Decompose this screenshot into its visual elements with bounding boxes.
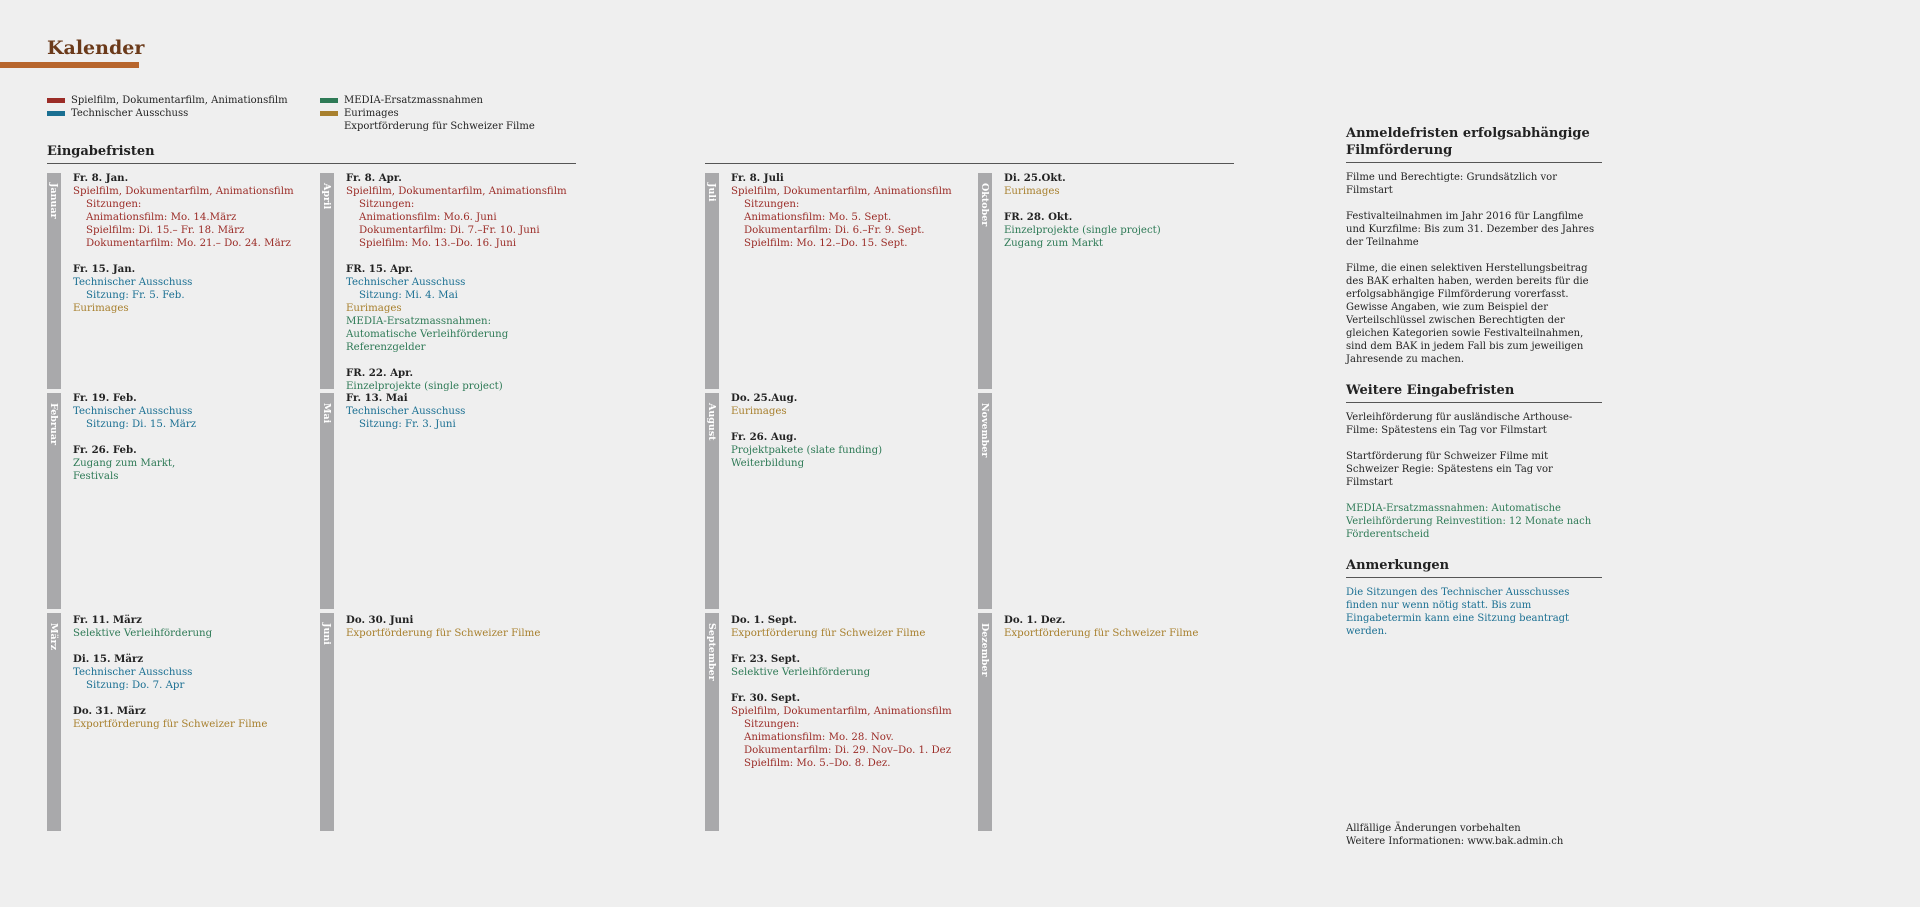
footer-notes	[1346, 822, 1563, 848]
deadline-entry: Projektpakete (slate funding)	[731, 445, 883, 456]
spacer	[346, 354, 586, 367]
legend-right	[320, 94, 535, 133]
deadline-date: Do. 25.Aug.	[731, 392, 798, 404]
deadline-date: Do. 30. Juni	[346, 614, 414, 626]
deadline-entry: Dokumentarfilm: Di. 6.–Fr. 9. Sept.	[744, 225, 925, 236]
legend-label: Exportförderung für Schweizer Filme	[344, 121, 535, 132]
month-cell-juli	[731, 172, 976, 250]
spacer	[73, 431, 318, 444]
month-label: August	[706, 403, 717, 441]
section-rule-left	[47, 163, 576, 164]
deadline-date: FR. 15. Apr.	[346, 263, 414, 275]
spacer	[1004, 198, 1249, 211]
legend-swatch-red	[47, 98, 65, 103]
deadline-entry: Exportförderung für Schweizer Filme	[731, 628, 926, 639]
legend-label: Technischer Ausschuss	[71, 108, 189, 119]
month-bar-februar	[47, 393, 61, 609]
legend-item	[320, 107, 535, 120]
paragraph: Festivalteilnahmen im Jahr 2016 für Langfilme und Kurzfilme: Bis zum 31. Dezember des Jahres der Teilnahme	[1346, 211, 1595, 248]
month-cell-juni	[346, 614, 591, 640]
legend-item	[320, 120, 535, 133]
deadline-entry: Spielfilm: Mo. 12.–Do. 15. Sept.	[744, 238, 908, 249]
paragraph: Verleihförderung für ausländische Arthouse-Filme: Spätestens ein Tag vor Filmstart	[1346, 412, 1573, 436]
deadline-entry: Technischer Ausschuss	[73, 406, 193, 417]
month-label: Januar	[48, 183, 59, 219]
deadline-entry: Animationsfilm: Mo. 14.März	[86, 212, 237, 223]
heading-rule	[1346, 577, 1602, 578]
section-heading-anmeldefristen: Anmeldefristen erfolgsabhängige Filmförderung	[1346, 126, 1590, 158]
deadline-date: Do. 31. März	[73, 705, 146, 717]
deadline-entry: Dokumentarfilm: Mo. 21.– Do. 24. März	[86, 238, 291, 249]
deadline-entry: Zugang zum Markt	[1004, 238, 1104, 249]
page-title: Kalender	[47, 37, 145, 59]
section-title: Eingabefristen	[47, 144, 155, 159]
spacer	[346, 250, 586, 263]
heading-rule	[1346, 402, 1602, 403]
legend-swatch-none	[320, 124, 338, 129]
spacer	[731, 679, 976, 692]
deadline-date: Di. 25.Okt.	[1004, 172, 1066, 184]
deadline-entry: MEDIA-Ersatzmassnahmen:	[346, 316, 491, 327]
deadline-date: Fr. 8. Jan.	[73, 172, 129, 184]
month-cell-januar	[73, 172, 318, 315]
deadline-date: Do. 1. Sept.	[731, 614, 797, 626]
legend-left	[47, 94, 288, 120]
section-heading-anmerkungen: Anmerkungen	[1346, 558, 1450, 573]
month-label: Mai	[321, 403, 332, 424]
paragraph: Filme und Berechtigte: Grundsätzlich vor Filmstart	[1346, 172, 1557, 196]
spacer	[73, 250, 318, 263]
month-label: Februar	[48, 403, 59, 445]
legend-swatch-green	[320, 98, 338, 103]
deadline-entry: Eurimages	[731, 406, 787, 417]
deadline-entry: Eurimages	[1004, 186, 1060, 197]
month-label: März	[48, 623, 59, 651]
deadline-date: Do. 1. Dez.	[1004, 614, 1066, 626]
deadline-date: Fr. 26. Aug.	[731, 431, 797, 443]
deadline-entry: Sitzung: Mi. 4. Mai	[359, 290, 458, 301]
deadline-entry: Eurimages	[73, 303, 129, 314]
month-cell-august	[731, 392, 976, 470]
legend-item	[320, 94, 535, 107]
deadline-entry: Spielfilm, Dokumentarfilm, Animationsfilm	[73, 186, 294, 197]
deadline-date: Fr. 13. Mai	[346, 392, 408, 404]
deadline-entry: Sitzungen:	[86, 199, 142, 210]
deadline-entry: Animationsfilm: Mo. 28. Nov.	[744, 732, 894, 743]
footer-info-link[interactable]: Weitere Informationen: www.bak.admin.ch	[1346, 836, 1564, 847]
month-label: Juni	[321, 623, 332, 645]
month-cell-maerz	[73, 614, 318, 731]
month-bar-november	[978, 393, 992, 609]
month-bar-dezember	[978, 613, 992, 831]
month-bar-april	[320, 173, 334, 389]
month-bar-august	[705, 393, 719, 609]
month-cell-september	[731, 614, 976, 770]
month-cell-dezember	[1004, 614, 1249, 640]
deadline-date: FR. 28. Okt.	[1004, 211, 1073, 223]
deadline-entry: Spielfilm, Dokumentarfilm, Animationsfilm	[346, 186, 567, 197]
section-rule-right	[705, 163, 1234, 164]
deadline-entry: Technischer Ausschuss	[346, 406, 466, 417]
month-bar-maerz	[47, 613, 61, 831]
section-heading-weitere: Weitere Eingabefristen	[1346, 383, 1515, 398]
deadline-entry: Spielfilm: Mo. 5.–Do. 8. Dez.	[744, 758, 891, 769]
legend-item	[47, 107, 288, 120]
deadline-date: Di. 15. März	[73, 653, 144, 665]
deadline-entry: Selektive Verleihförderung	[73, 628, 213, 639]
legend-swatch-blue	[47, 111, 65, 116]
deadline-date: Fr. 26. Feb.	[73, 444, 137, 456]
deadline-entry: Sitzung: Fr. 5. Feb.	[86, 290, 185, 301]
right-panel	[1346, 125, 1602, 651]
legend-label: Eurimages	[344, 108, 399, 119]
month-label: April	[321, 183, 332, 210]
deadline-date: Fr. 8. Apr.	[346, 172, 402, 184]
deadline-date: Fr. 30. Sept.	[731, 692, 801, 704]
spacer	[73, 692, 318, 705]
month-label: November	[979, 403, 990, 458]
paragraph: Startförderung für Schweizer Filme mit Schweizer Regie: Spätestens ein Tag vor Filmstart	[1346, 451, 1553, 488]
deadline-entry: Technischer Ausschuss	[346, 277, 466, 288]
deadline-date: Fr. 8. Juli	[731, 172, 784, 184]
deadline-entry: Sitzungen:	[359, 199, 415, 210]
month-bar-juni	[320, 613, 334, 831]
deadline-entry: Einzelprojekte (single project)	[1004, 225, 1161, 236]
deadline-entry: Einzelprojekte (single project)	[346, 381, 503, 392]
deadline-date: Fr. 19. Feb.	[73, 392, 137, 404]
paragraph: Filme, die einen selektiven Herstellungsbeitrag des BAK erhalten haben, werden bereits für die erfolgsabhängige Filmförderung vorerfasst. Gewisse Angaben, wie zum Beispiel der Verteilschlüssel zwischen Berechtigten der gleichen Kategorien sowie Festivalteilnahmen, sind dem BAK in jedem Fall bis zum jeweiligen Jahresende zu machen.	[1346, 263, 1589, 365]
deadline-entry: Dokumentarfilm: Di. 7.–Fr. 10. Juni	[359, 225, 540, 236]
deadline-entry: Selektive Verleihförderung	[731, 667, 871, 678]
spacer	[73, 640, 318, 653]
month-label: Juli	[706, 183, 717, 202]
deadline-entry: Sitzungen:	[744, 719, 800, 730]
deadline-entry: Spielfilm: Mo. 13.–Do. 16. Juni	[359, 238, 517, 249]
month-label: Dezember	[979, 623, 990, 677]
deadline-entry: Sitzungen:	[744, 199, 800, 210]
month-cell-april	[346, 172, 586, 393]
deadline-entry: Festivals	[73, 471, 119, 482]
deadline-date: Fr. 11. März	[73, 614, 142, 626]
deadline-entry: Exportförderung für Schweizer Filme	[346, 628, 541, 639]
deadline-entry: Technischer Ausschuss	[73, 277, 193, 288]
deadline-entry: Spielfilm, Dokumentarfilm, Animationsfilm	[731, 186, 952, 197]
legend-label: Spielfilm, Dokumentarfilm, Animationsfilm	[71, 95, 288, 106]
month-label: September	[706, 623, 717, 681]
month-bar-mai	[320, 393, 334, 609]
deadline-entry: Automatische Verleihförderung Referenzgelder	[346, 329, 509, 353]
deadline-entry: Dokumentarfilm: Di. 29. Nov–Do. 1. Dez	[744, 745, 952, 756]
month-bar-oktober	[978, 173, 992, 389]
deadline-entry: Spielfilm, Dokumentarfilm, Animationsfilm	[731, 706, 952, 717]
month-bar-juli	[705, 173, 719, 389]
month-cell-februar	[73, 392, 318, 483]
paragraph-note: Die Sitzungen des Technischer Ausschusses finden nur wenn nötig statt. Bis zum Eingabetermin kann eine Sitzung beantragt werden.	[1346, 587, 1570, 637]
deadline-entry: Exportförderung für Schweizer Filme	[1004, 628, 1199, 639]
deadline-entry: Spielfilm: Di. 15.– Fr. 18. März	[86, 225, 245, 236]
deadline-entry: Sitzung: Di. 15. März	[86, 419, 197, 430]
legend-item	[47, 94, 288, 107]
deadline-date: FR. 22. Apr.	[346, 367, 414, 379]
footer-disclaimer: Allfällige Änderungen vorbehalten	[1346, 823, 1521, 834]
month-bar-januar	[47, 173, 61, 389]
deadline-entry: Sitzung: Do. 7. Apr	[86, 680, 185, 691]
title-accent-bar	[0, 62, 139, 68]
spacer	[731, 640, 976, 653]
deadline-date: Fr. 23. Sept.	[731, 653, 801, 665]
deadline-date: Fr. 15. Jan.	[73, 263, 136, 275]
deadline-entry: Zugang zum Markt,	[73, 458, 176, 469]
month-cell-mai	[346, 392, 591, 431]
deadline-entry: Eurimages	[346, 303, 402, 314]
deadline-entry: Exportförderung für Schweizer Filme	[73, 719, 268, 730]
month-cell-oktober	[1004, 172, 1249, 250]
deadline-entry: Weiterbildung	[731, 458, 805, 469]
deadline-entry: Sitzung: Fr. 3. Juni	[359, 419, 456, 430]
deadline-entry: Technischer Ausschuss	[73, 667, 193, 678]
paragraph-media: MEDIA-Ersatzmassnahmen: Automatische Verleihförderung Reinvestition: 12 Monate nach Förderentscheid	[1346, 503, 1592, 540]
spacer	[731, 418, 976, 431]
month-bar-september	[705, 613, 719, 831]
heading-rule	[1346, 162, 1602, 163]
deadline-entry: Animationsfilm: Mo. 5. Sept.	[744, 212, 892, 223]
legend-label: MEDIA-Ersatzmassnahmen	[344, 95, 483, 106]
month-label: Oktober	[979, 183, 990, 227]
deadline-entry: Animationsfilm: Mo.6. Juni	[359, 212, 497, 223]
legend-swatch-gold	[320, 111, 338, 116]
